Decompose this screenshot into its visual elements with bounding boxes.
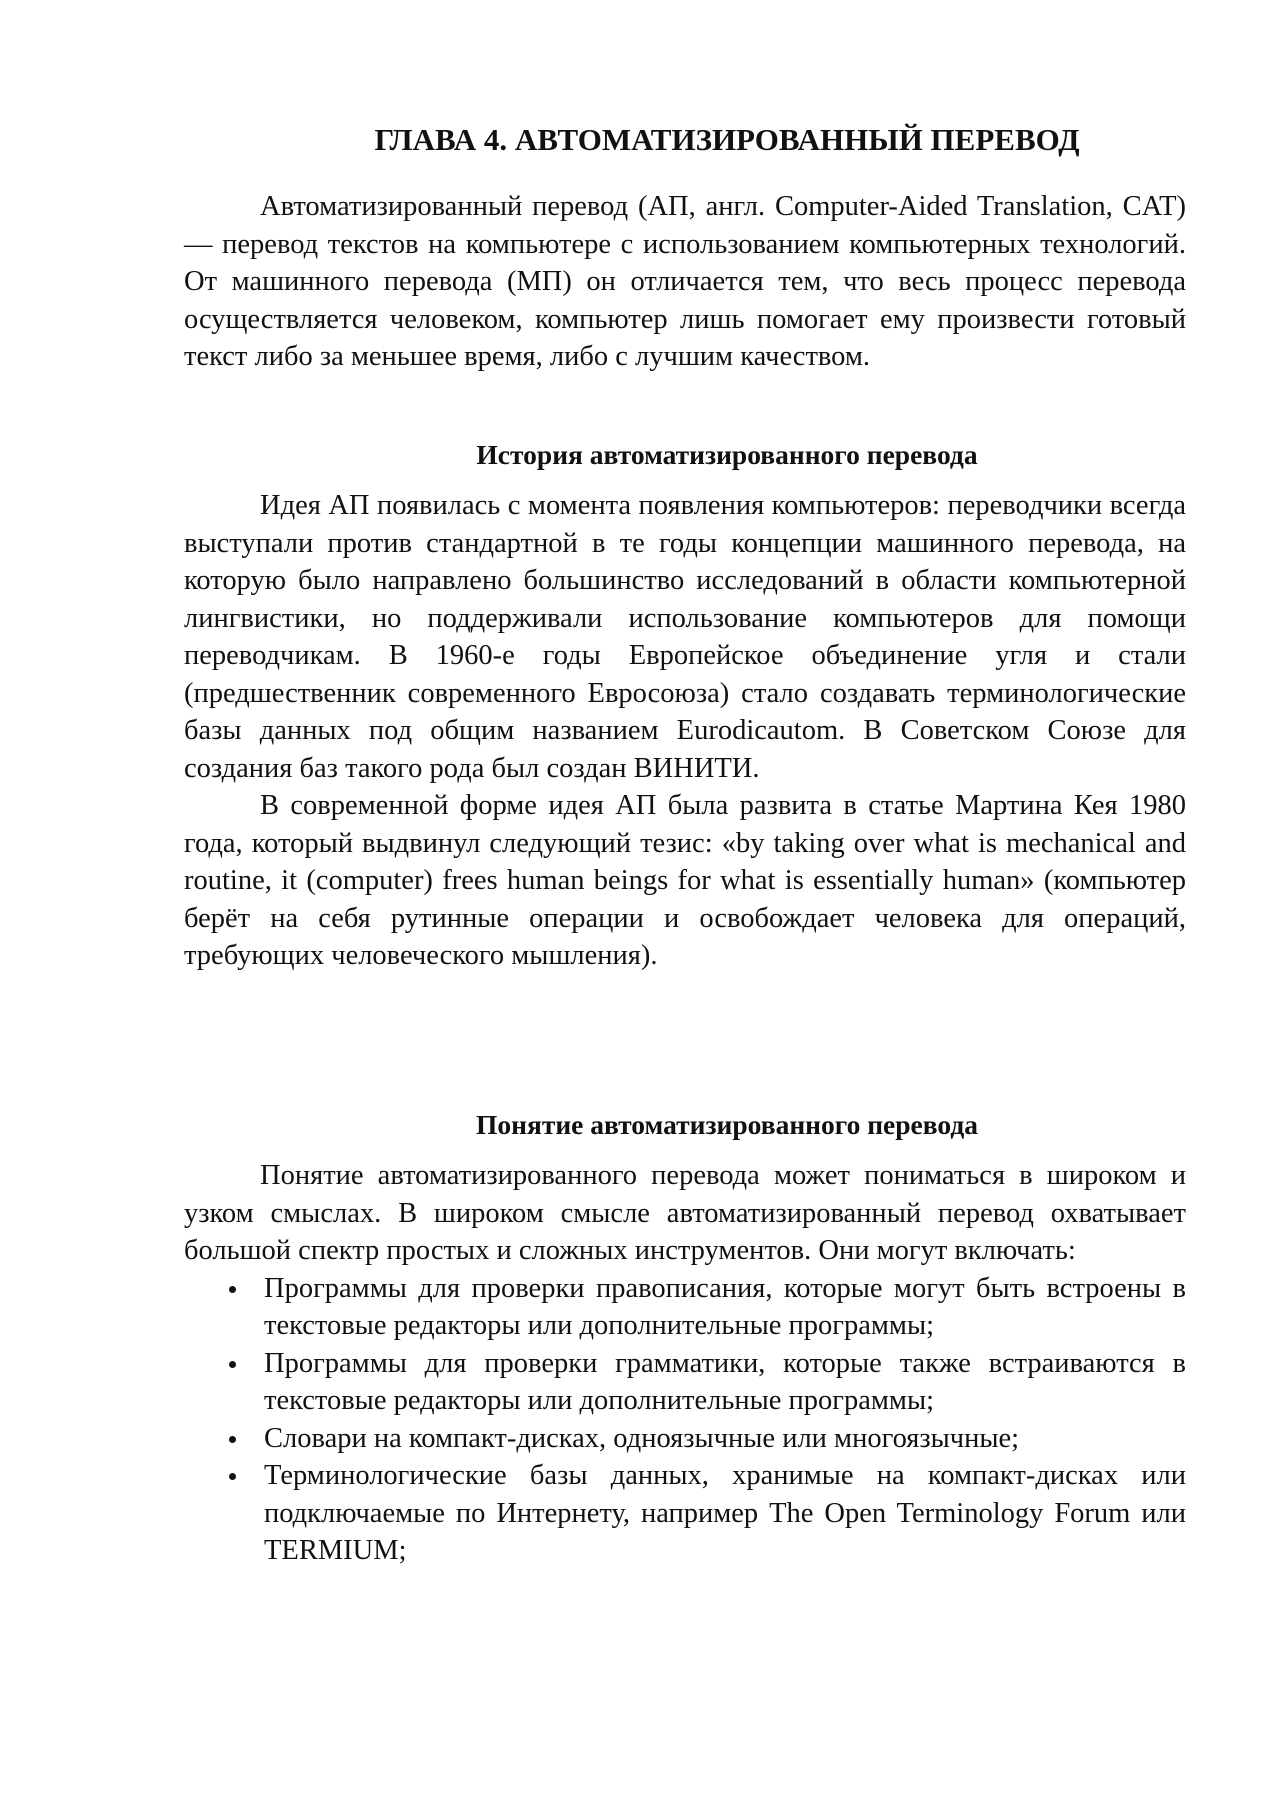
list-item bbox=[184, 1457, 1186, 1570]
list-item-text: Словари на компакт-дисках, одноязычные или многоязычные; bbox=[264, 1422, 1020, 1454]
bullet-icon bbox=[229, 1361, 236, 1368]
list-item bbox=[184, 1270, 1186, 1345]
history-paragraph-1: Идея АП появилась с момента появления компьютеров: переводчики всегда выступали против стандартной в те годы концепции машинного перевода, на которую было направлено большинство исследований в области компьютерной лингвистики, но поддерживали использование компьютеров для помощи переводчикам. В 1960-е годы Европейское объединение угля и стали (предшественник современного Евросоюза) стало создавать терминологические базы данных под общим названием Eurodicautom. В Советском Союзе для создания баз такого рода был создан ВИНИТИ. bbox=[184, 490, 1186, 784]
intro-section bbox=[184, 188, 1186, 376]
list-item-text: Терминологические базы данных, хранимые на компакт-дисках или подключаемые по Интернету, например The Open Terminology Forum или TERMIUM; bbox=[264, 1460, 1186, 1566]
history-paragraph-2: В современной форме идея АП была развита в статье Мартина Кея 1980 года, который выдвинул следующий тезис: «by taking over what is mechanical and routine, it (computer) frees human beings for what is essentially human» (компьютер берёт на себя рутинные операции и освобождает человека для операций, требующих человеческого мышления). bbox=[184, 790, 1186, 971]
list-item bbox=[184, 1345, 1186, 1420]
tools-list bbox=[184, 1270, 1186, 1570]
history-section-title: История автоматизированного перевода bbox=[476, 439, 978, 470]
list-item bbox=[184, 1420, 1186, 1458]
bullet-icon bbox=[229, 1436, 236, 1443]
chapter-title: ГЛАВА 4. АВТОМАТИЗИРОВАННЫЙ ПЕРЕВОД bbox=[374, 122, 1080, 157]
concept-section bbox=[184, 1107, 1186, 1570]
concept-section-title: Понятие автоматизированного перевода bbox=[475, 1109, 979, 1140]
list-item-text: Программы для проверки грамматики, которые также встраиваются в текстовые редакторы или дополнительные программы; bbox=[264, 1347, 1186, 1416]
list-item-text: Программы для проверки правописания, которые могут быть встроены в текстовые редакторы или дополнительные программы; bbox=[264, 1272, 1186, 1341]
bullet-icon bbox=[229, 1473, 236, 1480]
bullet-icon bbox=[229, 1286, 236, 1293]
concept-paragraph: Понятие автоматизированного перевода может пониматься в широком и узком смыслах. В широком смысле автоматизированный перевод охватывает большой спектр простых и сложных инструментов. Они могут включать: bbox=[184, 1160, 1186, 1266]
intro-paragraph: Автоматизированный перевод (АП, англ. Computer-Aided Translation, CAT) — перевод текстов на компьютере с использованием компьютерных технологий. От машинного перевода (МП) он отличается тем, что весь процесс перевода осуществляется человеком, компьютер лишь помогает ему произвести готовый текст либо за меньшее время, либо с лучшим качеством. bbox=[184, 191, 1186, 372]
document-page bbox=[184, 0, 1186, 1811]
history-section bbox=[184, 437, 1186, 975]
